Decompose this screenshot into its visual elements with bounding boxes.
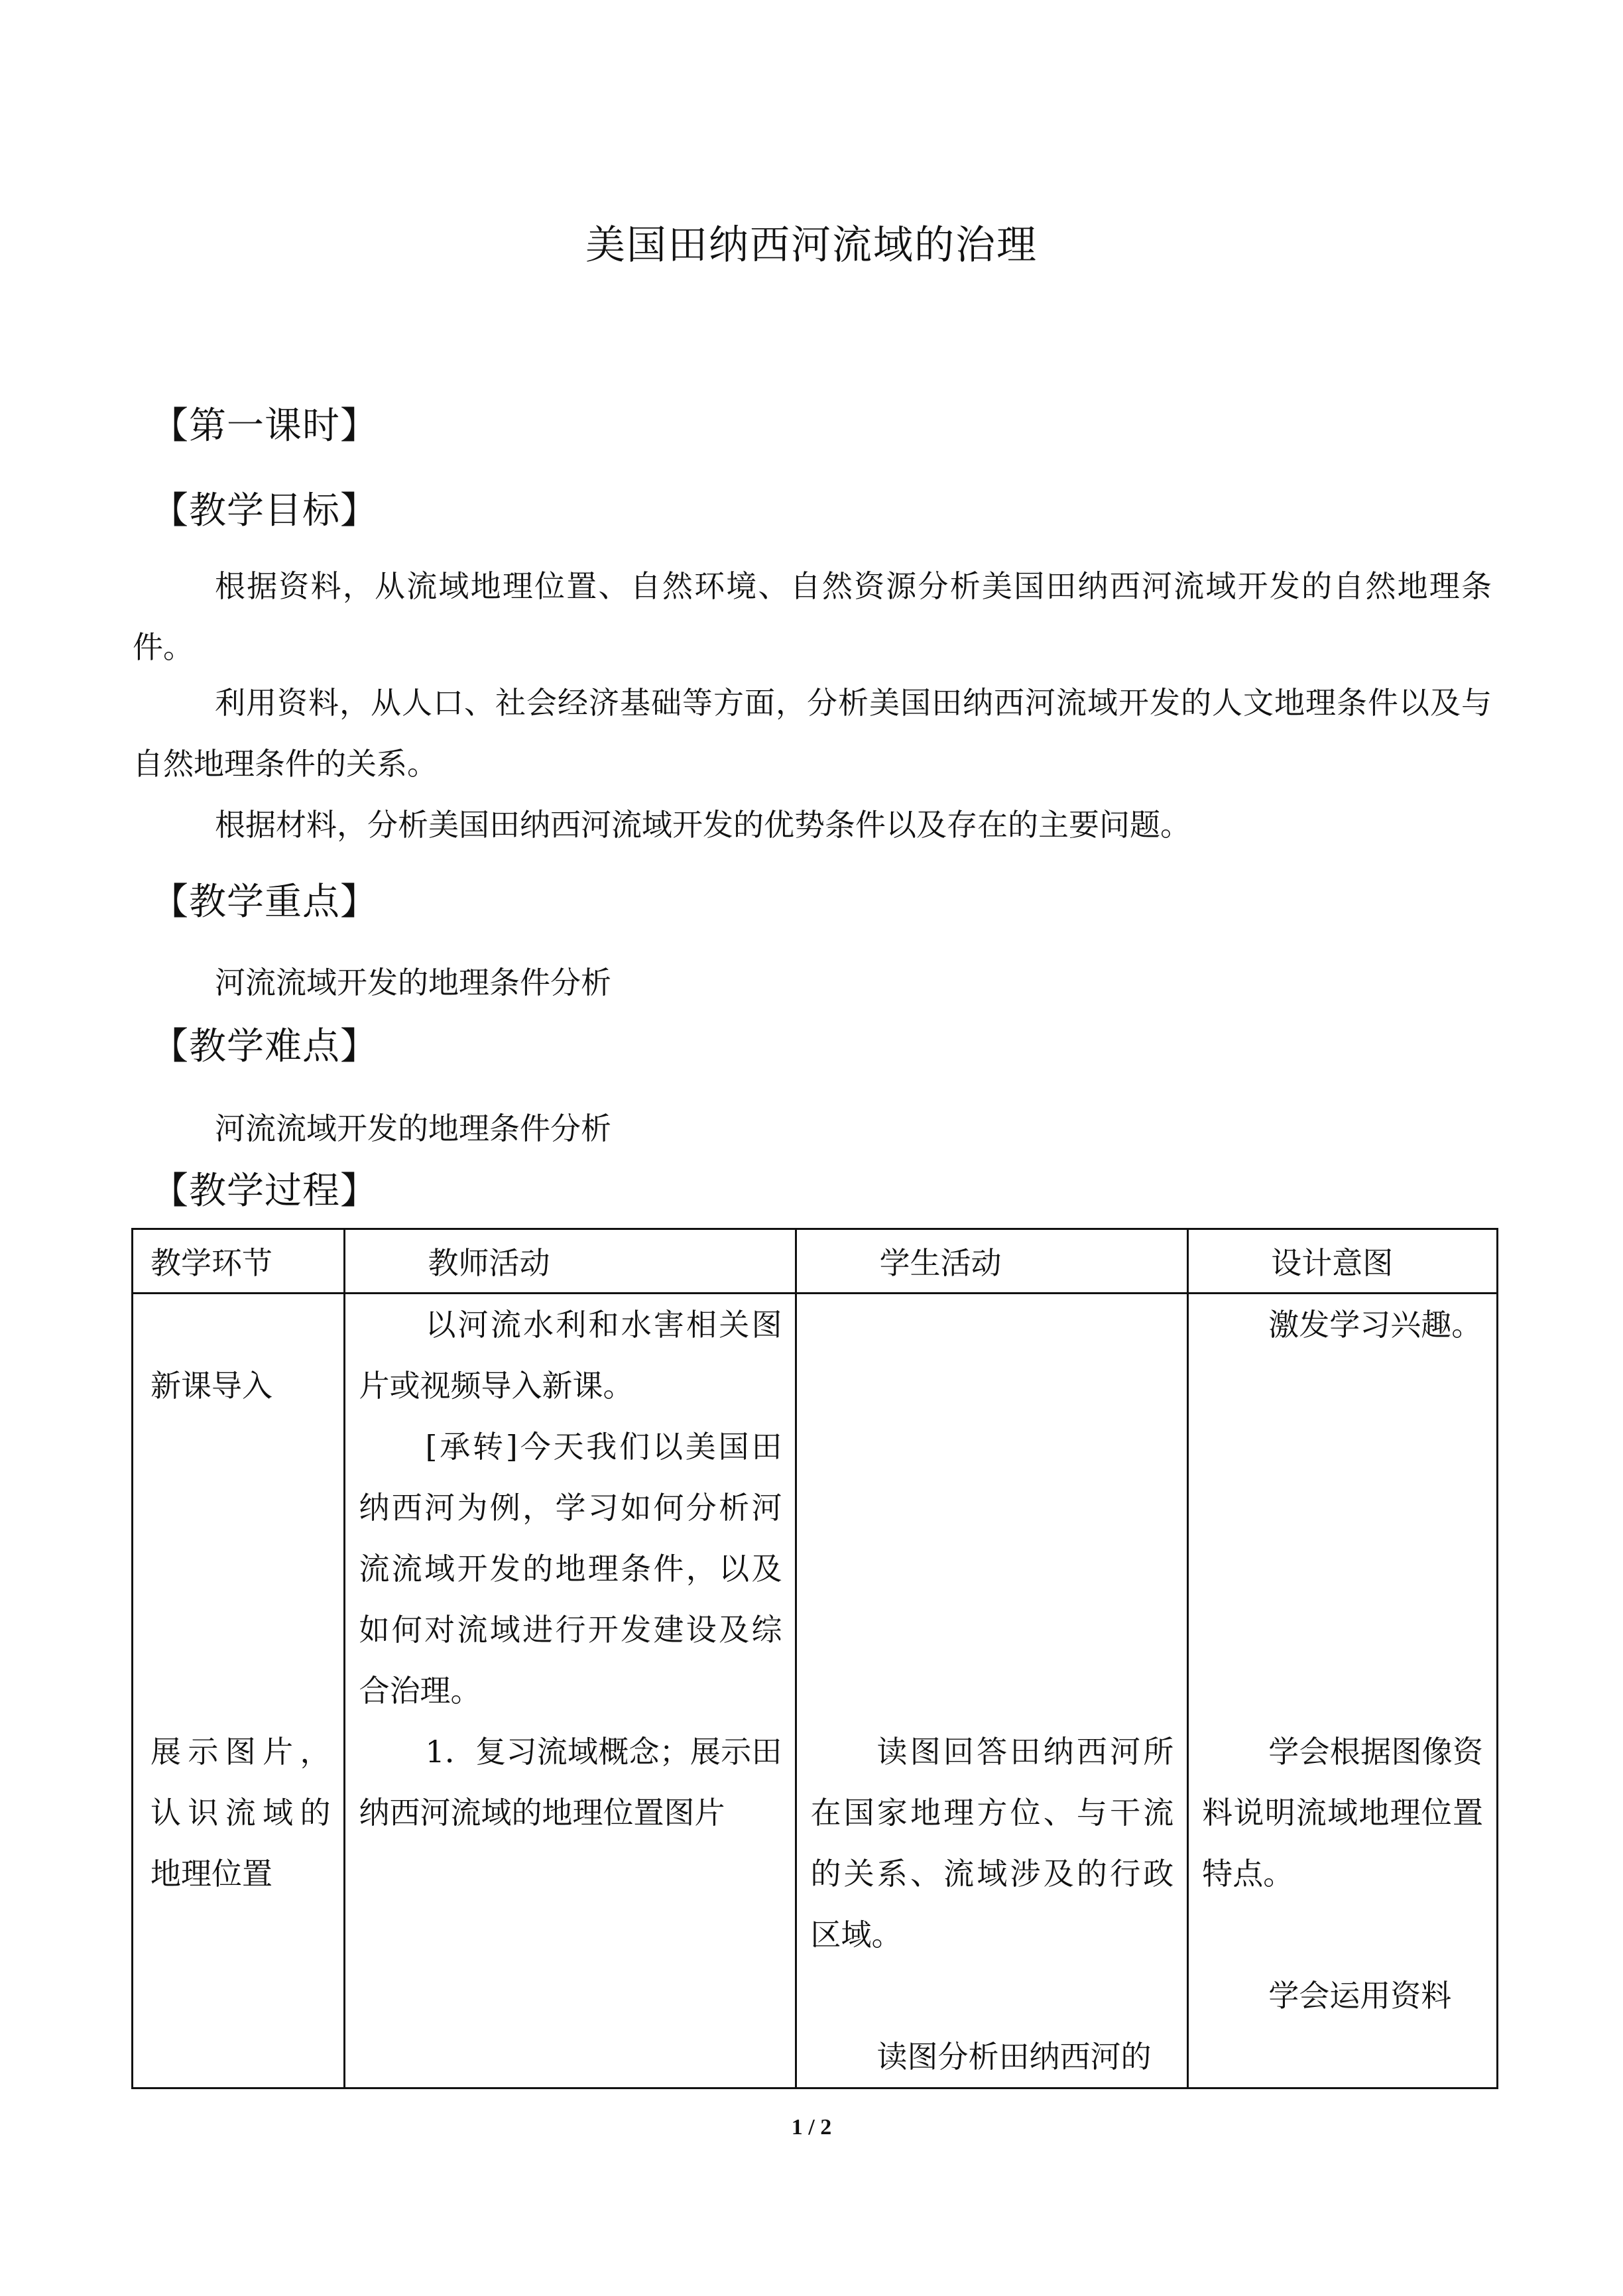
objectives-heading: 【教学目标】 <box>151 489 378 532</box>
key-points-heading: 【教学重点】 <box>151 880 378 924</box>
header-teacher-activity: 教师活动 <box>345 1229 796 1294</box>
header-design-intent: 设计意图 <box>1188 1229 1498 1294</box>
table-header-row <box>133 1229 1498 1294</box>
design-intent-materials: 学会运用资料 <box>1268 1978 1452 2014</box>
table-row <box>133 1294 1498 2088</box>
header-student-activity: 学生活动 <box>796 1229 1188 1294</box>
header-stage: 教学环节 <box>133 1229 345 1294</box>
stage-cell <box>133 1294 345 2088</box>
teacher-activity-intro: 以河流水利和水害相关图片或视频导入新课。 <box>359 1307 782 1404</box>
student-activity-analyze: 读图分析田纳西河的 <box>876 2039 1152 2075</box>
student-activity-read-map: 读图回答田纳西河所在国家地理方位、与干流的关系、流域涉及的行政区域。 <box>810 1734 1174 1953</box>
teaching-process-table <box>131 1228 1498 2089</box>
stage-location: 展示图片，认识流域的地理位置 <box>150 1734 331 1892</box>
process-heading: 【教学过程】 <box>151 1170 378 1213</box>
design-intent-cell <box>1188 1294 1498 2088</box>
student-activity-cell <box>796 1294 1188 2088</box>
key-points-text: 河流流域开发的地理条件分析 <box>215 965 611 1000</box>
design-intent-interest: 激发学习兴趣。 <box>1268 1307 1482 1343</box>
design-intent-location: 学会根据图像资料说明流域地理位置特点。 <box>1202 1734 1483 1892</box>
page-number: 1 / 2 <box>791 2115 832 2140</box>
difficulty-text: 河流流域开发的地理条件分析 <box>215 1111 611 1146</box>
objective-2: 利用资料，从人口、社会经济基础等方面，分析美国田纳西河流域开发的人文地理条件以及与自然地理条件的关系。 <box>133 685 1492 782</box>
document-title: 美国田纳西河流域的治理 <box>585 222 1038 269</box>
teacher-activity-transition: [承转]今天我们以美国田纳西河为例，学习如何分析河流流域开发的地理条件，以及如何对流域进行开发建设及综合治理。 <box>359 1429 782 1709</box>
stage-intro: 新课导入 <box>150 1368 272 1404</box>
teacher-activity-cell <box>345 1294 796 2088</box>
objective-1: 根据资料，从流域地理位置、自然环境、自然资源分析美国田纳西河流域开发的自然地理条件。 <box>133 568 1492 665</box>
teacher-activity-review: 1．复习流域概念；展示田纳西河流域的地理位置图片 <box>359 1734 782 1831</box>
objective-3: 根据材料，分析美国田纳西河流域开发的优势条件以及存在的主要问题。 <box>215 807 1191 843</box>
lesson-heading: 【第一课时】 <box>151 404 378 448</box>
difficulty-heading: 【教学难点】 <box>151 1025 378 1068</box>
